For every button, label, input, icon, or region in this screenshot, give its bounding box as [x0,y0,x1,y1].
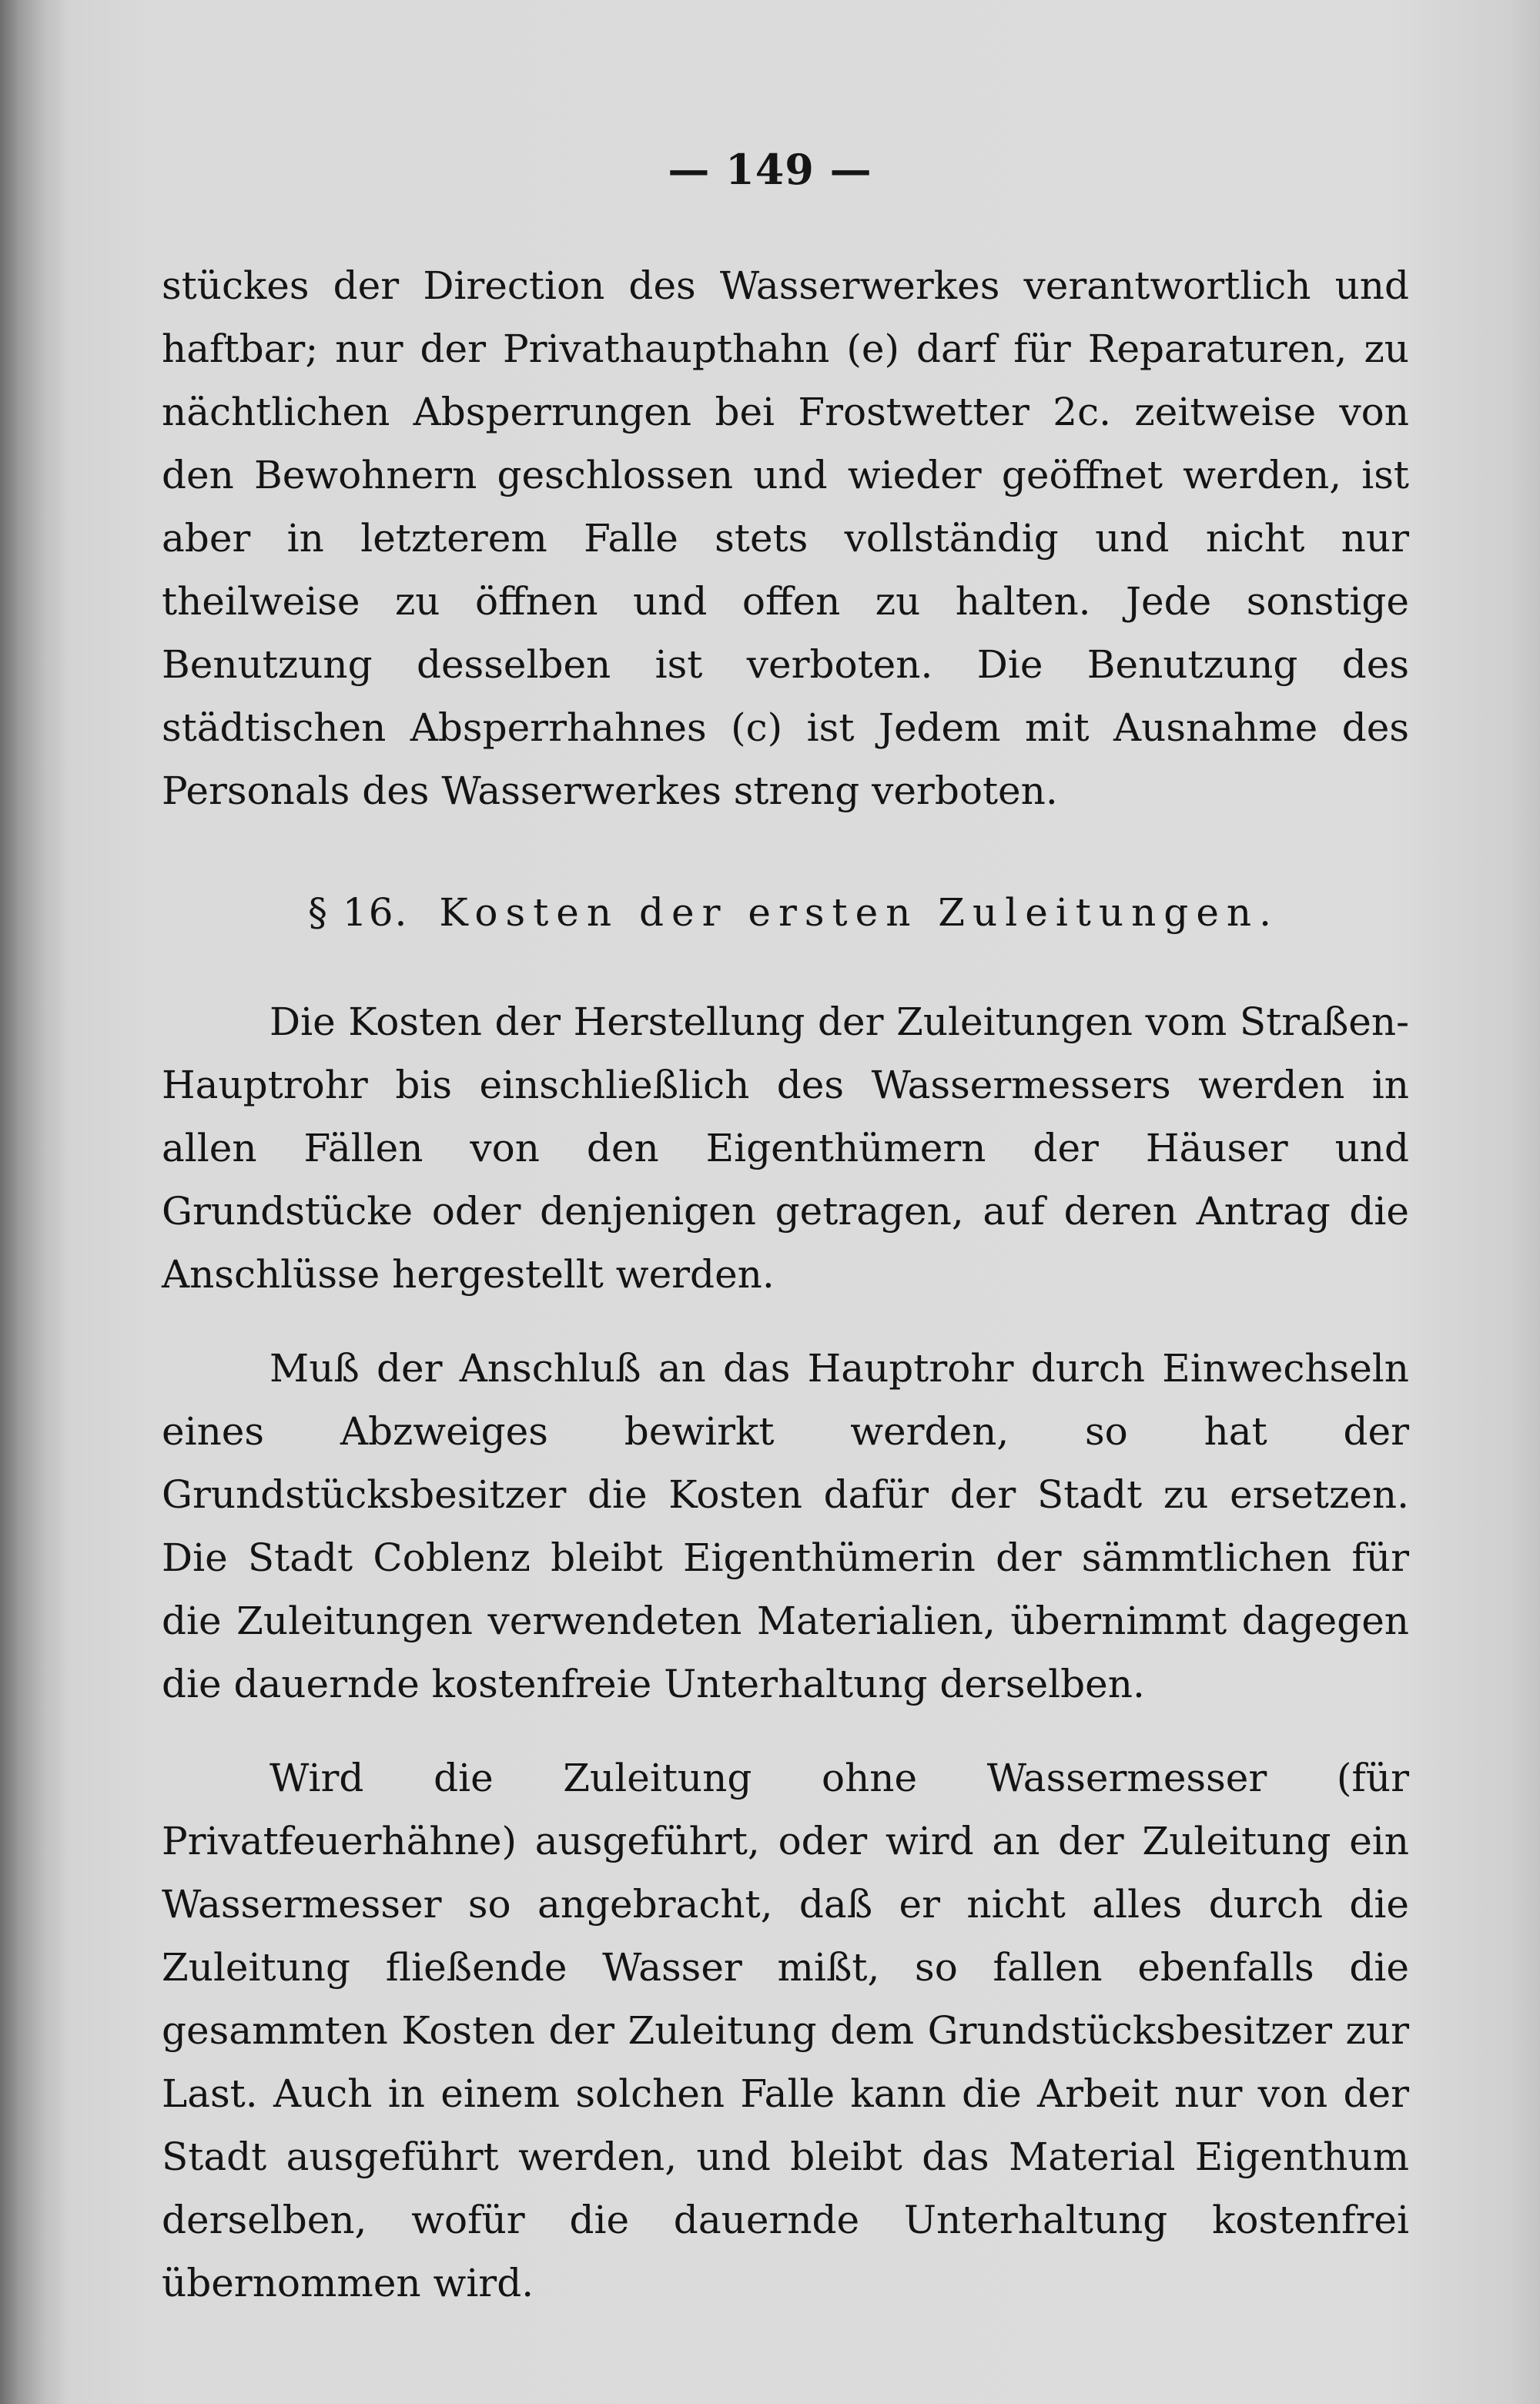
section-heading [162,881,1409,944]
book-spine-shadow [0,0,69,2404]
paragraph-connection: Muß der Anschluß an das Hauptrohr durch Einwechseln eines Abzweiges bewirkt werden, so hat der Grundstücksbesitzer die Kosten dafür der Stadt zu ersetzen. Die Stadt Coblenz bleibt Eigenthümerin der sämmtlichen für die Zuleitungen verwendeten Materialien, übernimmt dagegen die dauernde kostenfreie Unterhaltung derselben. [162,1346,1409,1706]
paragraph-continuation: stückes der Direction des Wasserwerkes verantwortlich und haftbar; nur der Privathaupthahn (e) darf für Reparaturen, zu nächtlichen Absperrungen bei Frostwetter 2c. zeitweise von den Bewohnern geschlossen und wieder geöffnet werden, ist aber in letzterem Falle stets vollständig und nicht nur theilweise zu öffnen und offen zu halten. Jede sonstige Benutzung desselben ist verboten. Die Benutzung des städtischen Absperrhahnes (c) ist Jedem mit Ausnahme des Personals des Wasserwerkes streng verboten. [162,263,1409,813]
paragraph-costs: Die Kosten der Herstellung der Zuleitungen vom Straßen-Hauptrohr bis einschließlich des Wassermessers werden in allen Fällen von den Eigenthümern der Häuser und Grundstücke oder denjenigen getragen, auf deren Antrag die Anschlüsse hergestellt werden. [162,999,1409,1297]
page-number: — 149 — [668,145,872,194]
section-number: § 16. [308,890,409,935]
section-title: Kosten der ersten Zuleitungen. [439,890,1279,935]
page-body [162,254,1409,2315]
paragraph-water-meter: Wird die Zuleitung ohne Wassermesser (für Privatfeuerhähne) ausgeführt, oder wird an der Zuleitung ein Wassermesser so angebracht, daß er nicht alles durch die Zuleitung fließende Wasser mißt, so fallen ebenfalls die gesammten Kosten der Zuleitung dem Grundstücksbesitzer zur Last. Auch in einem solchen Falle kann die Arbeit nur von der Stadt ausgeführt werden, und bleibt das Material Eigenthum derselben, wofür die dauernde Unterhaltung kostenfrei übernommen wird. [162,1756,1409,2305]
